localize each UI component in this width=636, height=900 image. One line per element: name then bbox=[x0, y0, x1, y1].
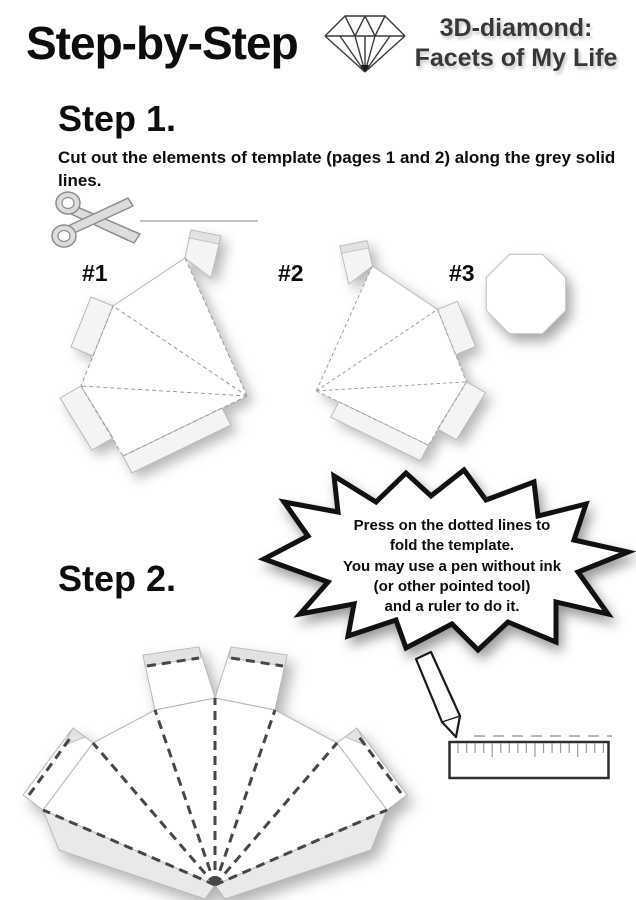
brand-title bbox=[398, 14, 634, 73]
callout-burst bbox=[256, 464, 636, 662]
diamond-logo-icon bbox=[320, 8, 410, 76]
ruler-icon bbox=[446, 726, 614, 782]
template-fold-diagram bbox=[15, 645, 415, 900]
brand-line-1: 3D-diamond: bbox=[439, 14, 593, 42]
page-title: Step-by-Step bbox=[26, 17, 298, 69]
step2-heading: Step 2. bbox=[58, 558, 177, 599]
callout-line: You may use a pen without ink bbox=[342, 557, 562, 575]
callout-line: (or other pointed tool) bbox=[373, 577, 531, 595]
callout-text bbox=[298, 516, 606, 617]
callout-line: Press on the dotted lines to bbox=[353, 517, 551, 534]
step1-heading: Step 1. bbox=[58, 98, 177, 139]
template-3-label: #3 bbox=[449, 260, 475, 286]
callout-line: fold the template. bbox=[389, 537, 515, 555]
callout-line: and a ruler to do it. bbox=[384, 598, 520, 615]
template-3 bbox=[481, 249, 571, 339]
template-2-label: #2 bbox=[278, 260, 304, 286]
template-1-label: #1 bbox=[82, 260, 108, 286]
brand-line-2: Facets of My Life bbox=[414, 43, 618, 72]
step1-instruction: Cut out the elements of template (pages 1 and 2) along the grey solid lines. bbox=[58, 148, 616, 190]
